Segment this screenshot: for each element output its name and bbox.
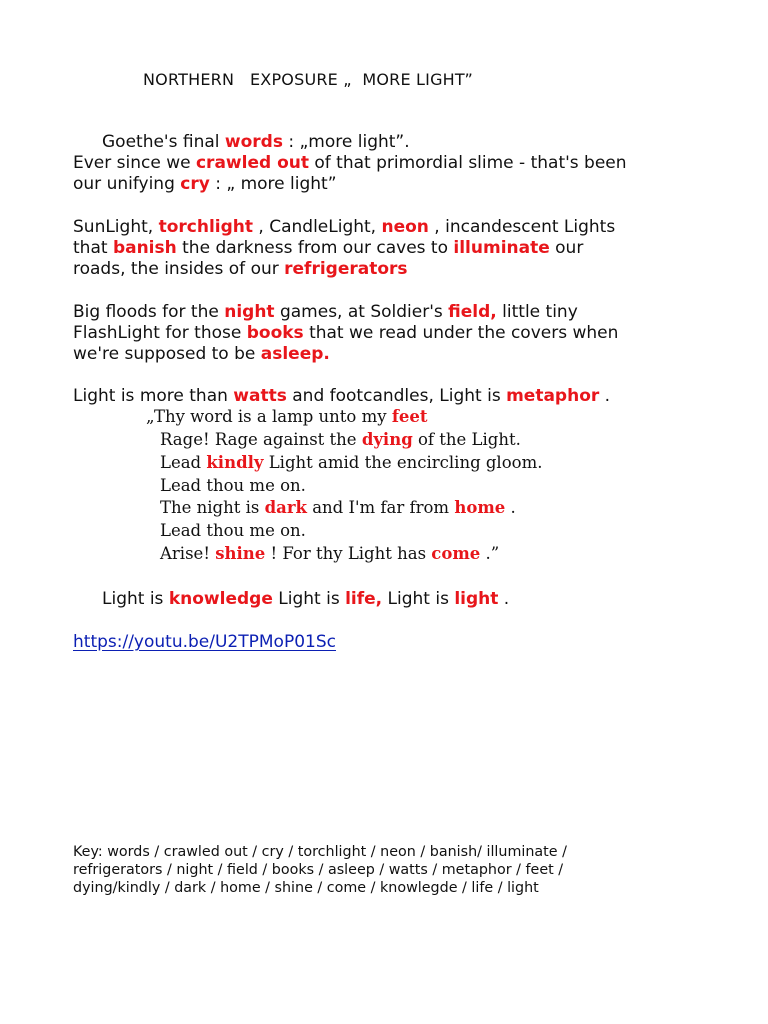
highlighted-word: metaphor xyxy=(506,386,600,406)
poem-line-2 xyxy=(160,429,521,452)
highlighted-word: shine xyxy=(215,544,266,563)
text: Light amid the encircling gloom. xyxy=(263,453,543,472)
text: little tiny xyxy=(496,302,578,322)
highlighted-word: kindly xyxy=(206,453,264,472)
paragraph-1-line-1 xyxy=(102,132,410,153)
text: SunLight, xyxy=(73,217,159,237)
text: . xyxy=(505,498,516,517)
highlighted-word: life, xyxy=(345,589,383,609)
highlighted-word: banish xyxy=(112,238,177,258)
highlighted-word: field, xyxy=(448,302,497,322)
text: and footcandles, Light is xyxy=(286,386,507,406)
highlighted-word: come xyxy=(431,544,481,563)
paragraph-5-line-1 xyxy=(102,589,509,610)
text: .” xyxy=(480,544,500,563)
paragraph-3-line-1 xyxy=(73,302,578,323)
text: Lead thou me on. xyxy=(160,521,306,540)
paragraph-4-line-1 xyxy=(73,386,610,407)
text: of that primordial slime - that's been xyxy=(308,153,627,173)
text: Ever since we xyxy=(73,153,196,173)
paragraph-2-line-2 xyxy=(73,238,583,259)
poem-line-5 xyxy=(160,497,516,520)
highlighted-word: books xyxy=(246,323,304,343)
youtube-link[interactable]: https://youtu.be/U2TPMoP01Sc xyxy=(73,632,336,652)
text: Arise! xyxy=(160,544,216,563)
text: we're supposed to be xyxy=(73,344,261,364)
highlighted-word: feet xyxy=(391,407,428,426)
highlighted-word: dying xyxy=(361,430,413,449)
text: our xyxy=(549,238,584,258)
paragraph-2-line-3 xyxy=(73,259,408,280)
text: . xyxy=(498,589,510,609)
text: that we read under the covers when xyxy=(303,323,619,343)
highlighted-word: knowledge xyxy=(168,589,273,609)
highlighted-word: night xyxy=(224,302,275,322)
highlighted-word: watts xyxy=(233,386,287,406)
text: our unifying xyxy=(73,174,181,194)
highlighted-word: crawled out xyxy=(195,153,309,173)
text: : „more light”. xyxy=(282,132,410,152)
highlighted-word: cry xyxy=(180,174,210,194)
paragraph-3-line-2 xyxy=(73,323,618,344)
text: : „ more light” xyxy=(209,174,337,194)
key-line-1: Key: words / crawled out / cry / torchlight / neon / banish/ illuminate / xyxy=(73,844,567,860)
text: Light is more than xyxy=(73,386,234,406)
text: . xyxy=(599,386,611,406)
highlighted-word: asleep. xyxy=(260,344,330,364)
highlighted-word: illuminate xyxy=(453,238,550,258)
key-line-3: dying/kindly / dark / home / shine / come / knowlegde / life / light xyxy=(73,880,539,896)
highlighted-word: refrigerators xyxy=(284,259,408,279)
text: Lead thou me on. xyxy=(160,476,306,495)
poem-line-1 xyxy=(146,406,428,429)
text: that xyxy=(73,238,113,258)
text: Lead xyxy=(160,453,207,472)
poem-line-4 xyxy=(160,475,306,498)
paragraph-3-line-3 xyxy=(73,344,330,365)
highlighted-word: light xyxy=(454,589,499,609)
paragraph-1-line-2 xyxy=(73,153,627,174)
text: of the Light. xyxy=(412,430,521,449)
text: Light is xyxy=(382,589,455,609)
text: the darkness from our caves to xyxy=(176,238,454,258)
highlighted-word: dark xyxy=(264,498,307,517)
text: roads, the insides of our xyxy=(73,259,285,279)
text: games, at Soldier's xyxy=(274,302,449,322)
text: Goethe's final xyxy=(102,132,225,152)
poem-line-7 xyxy=(160,543,499,566)
text: ! For thy Light has xyxy=(265,544,432,563)
paragraph-1-line-3 xyxy=(73,174,337,195)
text: Light is xyxy=(102,589,169,609)
highlighted-word: torchlight xyxy=(158,217,253,237)
text: „Thy word is a lamp unto my xyxy=(146,407,392,426)
key-section xyxy=(73,843,567,897)
highlighted-word: words xyxy=(224,132,283,152)
text: Light is xyxy=(272,589,346,609)
text: FlashLight for those xyxy=(73,323,247,343)
text: , CandleLight, xyxy=(253,217,382,237)
highlighted-word: neon xyxy=(381,217,429,237)
text: and I'm far from xyxy=(306,498,455,517)
text: , incandescent Lights xyxy=(428,217,616,237)
highlighted-word: home xyxy=(454,498,506,517)
text: The night is xyxy=(160,498,265,517)
paragraph-2-line-1 xyxy=(73,217,615,238)
poem-line-3 xyxy=(160,452,542,475)
page-title: NORTHERN EXPOSURE „ MORE LIGHT” xyxy=(143,70,474,89)
key-line-2: refrigerators / night / field / books / asleep / watts / metaphor / feet / xyxy=(73,862,564,878)
text: Rage! Rage against the xyxy=(160,430,362,449)
text: Big floods for the xyxy=(73,302,225,322)
poem-line-6 xyxy=(160,520,306,543)
